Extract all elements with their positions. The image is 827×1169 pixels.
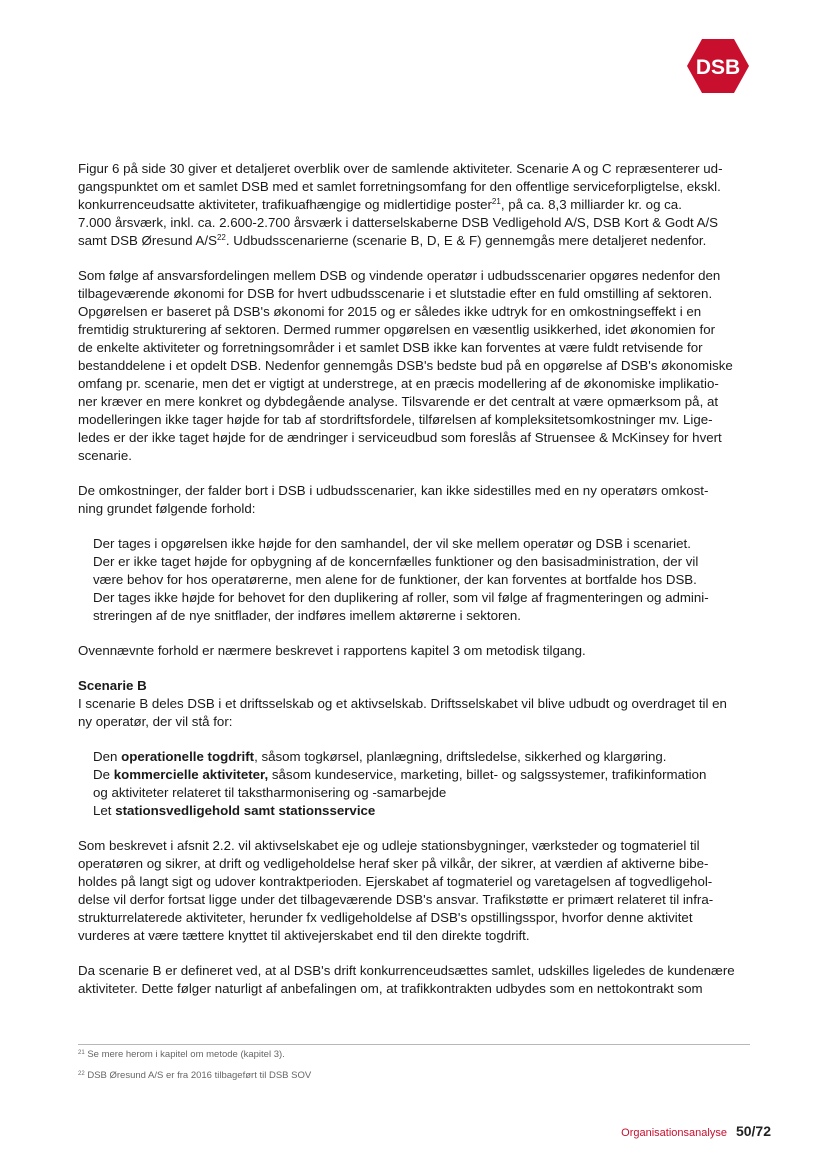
list-item: Der er ikke taget højde for opbygning af de koncernfælles funktioner og den basisadministration, der vil bbox=[93, 554, 699, 569]
text-line: strukturrelaterede aktiviteter, herunder fx vedligeholdelse af DSB's opstillingsspor, hvorfor denne aktivitet bbox=[78, 910, 693, 925]
list-item: Der tages ikke højde for behovet for den duplikering af roller, som vil følge af fragmenteringen og admini- bbox=[93, 590, 709, 605]
text-line: tilbageværende økonomi for DSB for hvert udbudsscenarie i et slutstadie efter en fuld omstilling af sektoren. bbox=[78, 286, 713, 301]
dsb-logo bbox=[687, 39, 749, 93]
text-line: Figur 6 på side 30 giver et detaljeret overblik over de samlende aktiviteter. Scenarie A og C repræsenterer ud- bbox=[78, 161, 723, 176]
list-item-continuation: og aktiviteter relateret til takstharmonisering og -samarbejde bbox=[93, 785, 447, 800]
text-line: Opgørelsen er baseret på DSB's økonomi for 2015 og er således ikke udtryk for en omkostningseffekt i en bbox=[78, 304, 702, 319]
text-line: Som følge af ansvarsfordelingen mellem DSB og vindende operatør i udbudsscenarier opgøres nedenfor den bbox=[78, 268, 721, 283]
text-line: de enkelte aktiviteter og forretningsområder i et samlet DSB ikke kan forventes at være fuldt retvisende for bbox=[78, 340, 703, 355]
paragraph-assets bbox=[78, 837, 750, 945]
logo-text: DSB bbox=[695, 56, 741, 79]
operator-responsibilities-list bbox=[93, 748, 750, 820]
text-line: vurderes at være tættere knyttet til aktivejerskabet end til den direkte togdrift. bbox=[78, 928, 530, 943]
text-line: ny operatør, der vil stå for: bbox=[78, 714, 233, 729]
text-line: omfang pr. scenarie, men det er vigtigt at understrege, at en præcis modellering af de økonomiske implikatio- bbox=[78, 376, 719, 391]
page-number: 50/72 bbox=[735, 1123, 771, 1139]
footnote-ref[interactable]: 21 bbox=[491, 197, 501, 206]
body-text bbox=[78, 160, 750, 1015]
list-item: Der tages i opgørelsen ikke højde for den samhandel, der vil ske mellem operatør og DSB i scenariet. bbox=[93, 536, 691, 551]
text-line: gangspunktet om et samlet DSB med et samlet forretningsomfang for den offentlige serviceforpligtelse, ekskl. bbox=[78, 179, 721, 194]
text-line: delse vil derfor fortsat ligge under det tilbageværende DSB's ansvar. Trafikstøtte er primært relateret til infra- bbox=[78, 892, 714, 907]
paragraph-overview bbox=[78, 160, 750, 250]
text-line: De omkostninger, der falder bort i DSB i udbudsscenarier, kan ikke sidestilles med en ny operatørs omkost- bbox=[78, 483, 709, 498]
paragraph-method bbox=[78, 642, 750, 660]
conditions-list bbox=[93, 535, 750, 625]
text-line: aktiviteter. Dette følger naturligt af anbefalingen om, at trafikkontrakten udbydes som en nettokontrakt som bbox=[78, 981, 703, 996]
footnote-22: $^{22}$ DSB Øresund A/S er fra 2016 tilbageført til DSB SOV bbox=[78, 1070, 312, 1081]
text-line: scenarie. bbox=[78, 448, 132, 463]
footnote-ref[interactable]: 22 bbox=[216, 233, 226, 242]
footnote-divider bbox=[78, 1044, 750, 1045]
scenario-b-intro bbox=[78, 677, 750, 731]
text-line: ledes er der ikke taget højde for de ændringer i serviceudbud som foreslås af Struensee & McKinsey for hvert bbox=[78, 430, 722, 445]
text-line: 7.000 årsværk, inkl. ca. 2.600-2.700 årsværk i datterselskaberne DSB Vedligehold A/S, DSB Kort & Godt A/S bbox=[78, 215, 719, 230]
list-item: De kommercielle aktiviteter, såsom kundeservice, marketing, billet- og salgssystemer, trafikinformation bbox=[93, 767, 707, 782]
text-line: konkurrenceudsatte aktiviteter, trafikuafhængige og midlertidige poster$^{21}$, på ca. 8,3 milliarder kr. og ca. bbox=[78, 197, 682, 212]
list-item: streringen af de nye snitflader, der indføres imellem aktørerne i sektoren. bbox=[93, 608, 521, 623]
text-line: fremtidig strukturering af sektoren. Dermed rummer opgørelsen en væsentlig usikkerhed, idet økonomien for bbox=[78, 322, 716, 337]
footnote-21: $^{21}$ Se mere herom i kapitel om metode (kapitel 3). bbox=[78, 1049, 285, 1060]
text-line: I scenarie B deles DSB i et driftsselskab og et aktivselskab. Driftsselskabet vil blive udbudt og overdraget til en bbox=[78, 696, 727, 711]
text-line: Som beskrevet i afsnit 2.2. vil aktivselskabet eje og udleje stationsbygninger, værksteder og togmateriel til bbox=[78, 838, 700, 853]
list-item: Den operationelle togdrift, såsom togkørsel, planlægning, driftsledelse, sikkerhed og klargøring. bbox=[93, 749, 667, 764]
text-line: ner kræver en mere konkret og dybdegående analyse. Tilsvarende er det centralt at være opmærksom på, at bbox=[78, 394, 719, 409]
list-item: være behov for hos operatørerne, men alene for de funktioner, der kan forventes at bortfalde hos DSB. bbox=[93, 572, 697, 587]
text-line: holdes på langt sigt og udover kontraktperioden. Ejerskabet af togmateriel og varetagelsen af togvedligehol- bbox=[78, 874, 713, 889]
paragraph-costs bbox=[78, 482, 750, 518]
text-line: bestanddelene i et opdelt DSB. Nedenfor gennemgås DSB's bedste bud på en opgørelse af DSB's økonomiske bbox=[78, 358, 733, 373]
section-name: Organisationsanalyse bbox=[621, 1127, 727, 1139]
text-line: samt DSB Øresund $A/S^{22}$. Udbudsscenarierne (scenarie B, D, E & F) gennemgås mere detaljeret nedenfor. bbox=[78, 233, 707, 248]
text-line: operatøren og sikrer, at drift og vedligeholdelse heraf sker på vilkår, der sikrer, at værdien af aktiverne bibe- bbox=[78, 856, 709, 871]
list-item: Let stationsvedligehold samt stationsservice bbox=[93, 803, 376, 818]
paragraph-economy bbox=[78, 267, 750, 465]
text-line: Da scenarie B er defineret ved, at al DSB's drift konkurrenceudsættes samlet, udskilles ligeledes de kundenære bbox=[78, 963, 735, 978]
text-line: ning grundet følgende forhold: bbox=[78, 501, 256, 516]
text-line: Ovennævnte forhold er nærmere beskrevet i rapportens kapitel 3 om metodisk tilgang. bbox=[78, 643, 586, 658]
paragraph-close bbox=[78, 962, 750, 998]
section-heading: Scenarie B bbox=[78, 678, 147, 693]
page-footer bbox=[621, 1123, 771, 1141]
text-line: modelleringen ikke tager højde for tab af stordriftsfordele, tilførelsen af kompleksitetsomkostninger mv. Lige- bbox=[78, 412, 713, 427]
